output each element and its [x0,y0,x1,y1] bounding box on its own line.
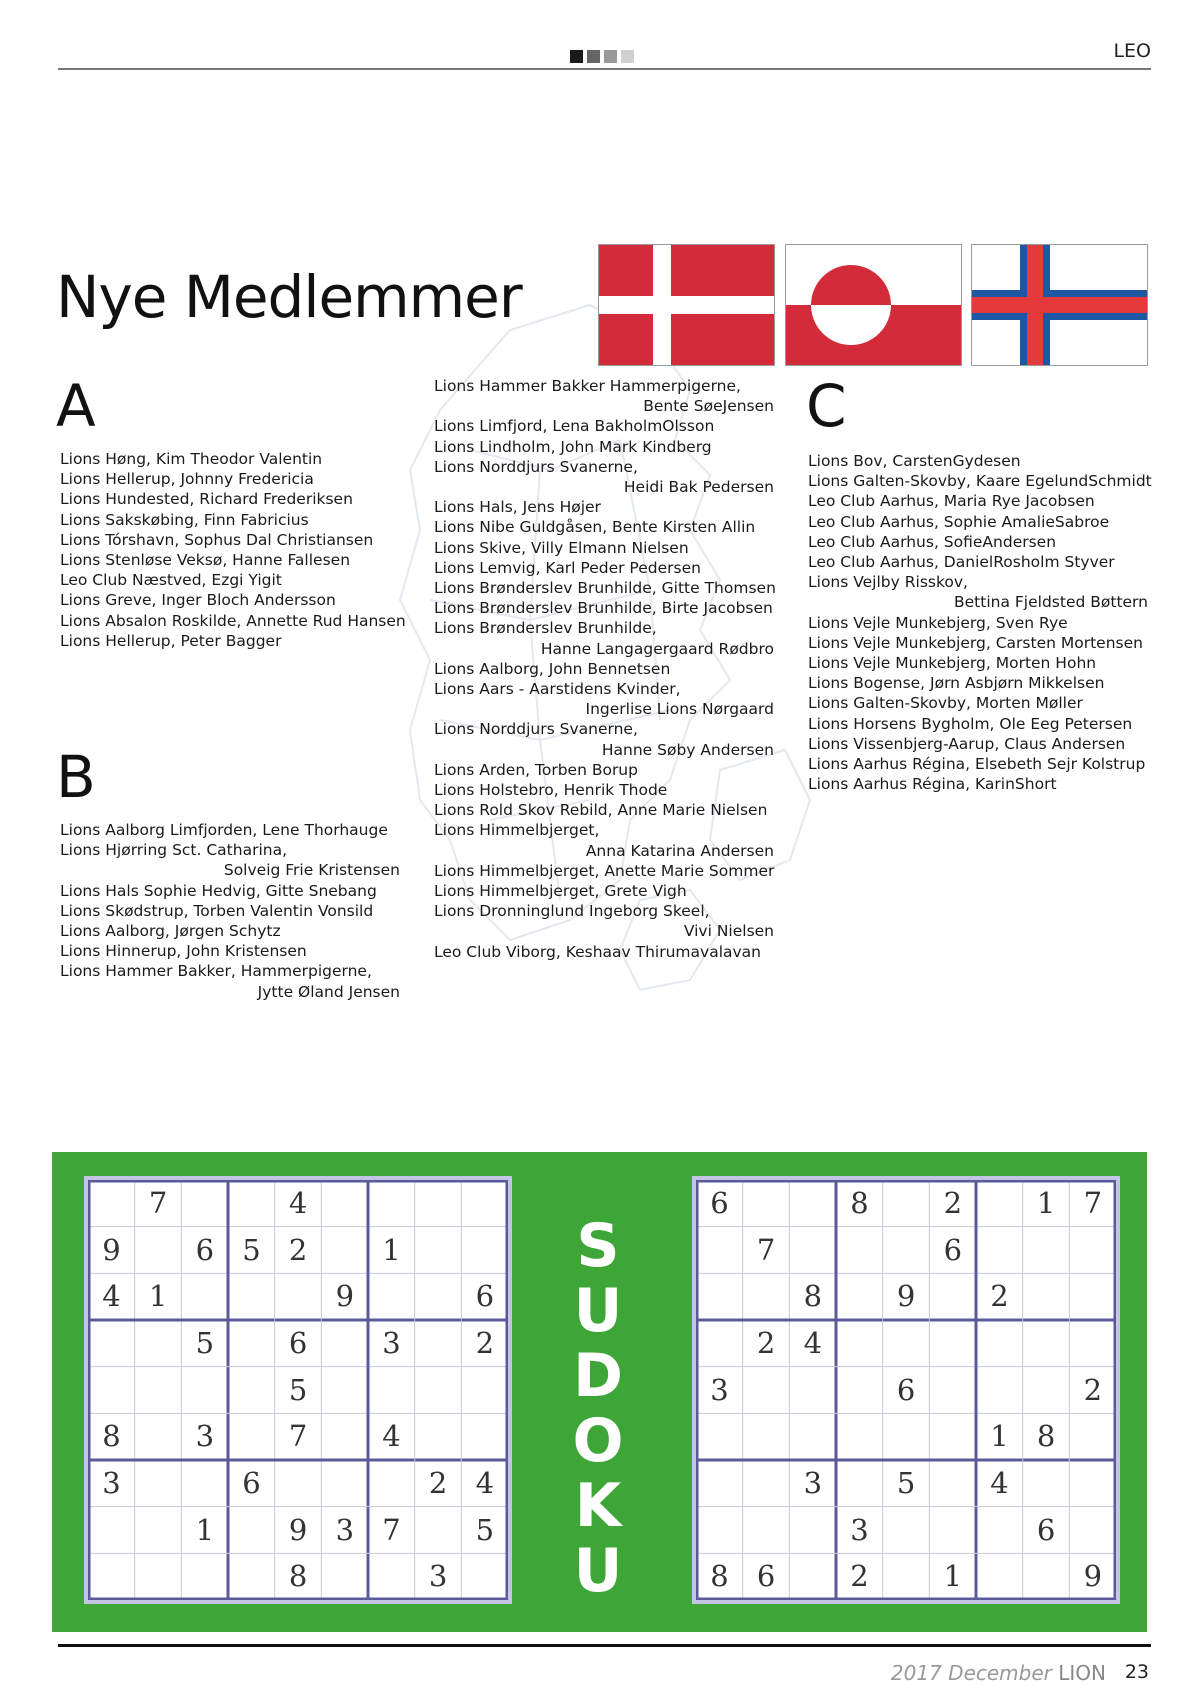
sudoku-empty-cell[interactable] [461,1180,508,1227]
sudoku-given-digit: 6 [896,1372,916,1407]
sudoku-empty-cell[interactable] [135,1227,182,1274]
sudoku-given-digit: 2 [756,1326,776,1360]
sudoku-panel [52,1152,1147,1632]
sudoku-empty-cell[interactable] [321,1367,368,1414]
member-entry: Lions Hundested, Richard Frederiksen [60,490,353,509]
sudoku-given-digit: 4 [990,1466,1009,1500]
sudoku-given-digit: 1 [195,1512,215,1547]
sudoku-given-digit: 4 [475,1466,495,1500]
sudoku-empty-cell[interactable] [368,1367,415,1414]
member-entry: Lions Galten-Skovby, Morten Møller [808,694,1083,713]
member-entry: Lions Hals Sophie Hedvig, Gitte Snebang [60,881,377,900]
sudoku-empty-cell[interactable] [1023,1273,1070,1320]
member-entry: Lions Bogense, Jørn Asbjørn Mikkelsen [808,674,1105,693]
sudoku-empty-cell[interactable] [135,1553,182,1600]
denmark-flag [598,244,775,366]
member-name-continued: Vivi Nielsen [683,922,774,941]
member-entry: Lions Lindholm, John Mark Kindberg [434,437,712,456]
sudoku-given-digit: 3 [195,1419,215,1454]
member-entry: Lions Hinnerup, John Kristensen [60,942,307,961]
footer-rule [58,1644,1151,1647]
sudoku-empty-cell[interactable] [929,1367,976,1414]
sudoku-given-digit: 5 [195,1326,215,1360]
sudoku-empty-cell[interactable] [696,1227,743,1274]
sudoku-given-digit: 8 [850,1186,869,1220]
member-entry: Lions Aarhus Régina, Elsebeth Sejr Kolstrup [808,755,1146,774]
sudoku-empty-cell[interactable] [836,1320,883,1367]
sudoku-empty-cell[interactable] [88,1320,135,1367]
sudoku-empty-cell[interactable] [181,1553,228,1600]
member-entry: Lions Skive, Villy Elmann Nielsen [434,538,689,557]
sudoku-empty-cell[interactable] [836,1413,883,1460]
sudoku-empty-cell[interactable] [88,1367,135,1414]
sudoku-given-digit: 2 [288,1232,308,1267]
member-entry: Lions Vissenbjerg-Aarup, Claus Andersen [808,734,1126,753]
member-entry: Lions Vejle Munkebjerg, Sven Rye [808,613,1068,632]
sudoku-given-digit: 2 [428,1466,448,1500]
sudoku-empty-cell[interactable] [321,1180,368,1227]
member-entry: Lions Nibe Guldgåsen, Bente Kirsten Allin [434,518,756,537]
page-title: Nye Medlemmer [56,263,522,331]
sudoku-empty-cell[interactable] [135,1413,182,1460]
sudoku-given-digit: 1 [990,1419,1009,1454]
member-entry: Lions Limfjord, Lena BakholmOlsson [434,417,715,436]
sudoku-empty-cell[interactable] [1023,1320,1070,1367]
sudoku-empty-cell[interactable] [321,1413,368,1460]
sudoku-given-digit: 8 [288,1559,308,1594]
sudoku-given-digit: 9 [335,1279,355,1314]
sudoku-empty-cell[interactable] [368,1273,415,1320]
sudoku-given-digit: 7 [382,1512,401,1547]
member-entry: Lions Bov, CarstenGydesen [808,452,1021,470]
sudoku-empty-cell[interactable] [415,1367,462,1414]
member-name-continued: Anna Katarina Andersen [585,841,774,860]
sudoku-given-digit: 7 [1083,1186,1103,1220]
member-entry: Lions Aalborg, Jørgen Schytz [60,922,281,941]
sudoku-given-digit: 9 [1083,1559,1103,1594]
sudoku-empty-cell[interactable] [883,1507,930,1554]
member-entry: Lions Hals, Jens Højer [434,498,601,517]
sudoku-empty-cell[interactable] [135,1367,182,1414]
sudoku-given-digit: 7 [756,1232,776,1267]
sudoku-empty-cell[interactable] [789,1507,836,1554]
sudoku-empty-cell[interactable] [883,1180,930,1227]
marker-square [570,50,583,63]
sudoku-empty-cell[interactable] [1023,1460,1070,1507]
member-entry: Lions Greve, Inger Bloch Andersson [60,591,336,610]
member-entry: Leo Club Viborg, Keshaav Thirumavalavan [434,942,761,961]
sudoku-given-digit: 6 [756,1559,776,1594]
sudoku-empty-cell[interactable] [883,1320,930,1367]
member-entry: Lions Brønderslev Brunhilde, Birte Jacobsen [434,599,773,618]
member-entry: Lions Vejle Munkebjerg, Morten Hohn [808,654,1097,673]
sudoku-grid-1[interactable] [84,1176,512,1604]
sudoku-given-digit: 6 [288,1326,308,1360]
sudoku-empty-cell[interactable] [743,1273,790,1320]
sudoku-heading-letter: O [572,1406,624,1476]
sudoku-given-digit: 3 [382,1326,401,1360]
sudoku-given-digit: 4 [382,1419,401,1454]
sudoku-empty-cell[interactable] [929,1320,976,1367]
sudoku-empty-cell[interactable] [368,1553,415,1600]
sudoku-heading [555,1211,641,1606]
sudoku-given-digit: 1 [943,1559,963,1594]
sudoku-empty-cell[interactable] [976,1320,1023,1367]
sudoku-given-digit: 8 [102,1419,121,1454]
sudoku-given-digit: 5 [288,1372,308,1407]
sudoku-given-digit: 2 [943,1186,963,1220]
sudoku-heading-letter: D [573,1341,623,1411]
member-entry: Lions Hellerup, Johnny Fredericia [60,470,314,489]
sudoku-empty-cell[interactable] [321,1460,368,1507]
sudoku-empty-cell[interactable] [135,1320,182,1367]
magazine-issue [891,1661,1106,1685]
section-letter-b: B [56,743,96,811]
sudoku-given-digit: 4 [102,1279,121,1314]
sudoku-given-digit: 7 [148,1186,168,1220]
sudoku-empty-cell[interactable] [228,1553,275,1600]
sudoku-empty-cell[interactable] [415,1273,462,1320]
members-list-b-continued [434,376,774,962]
sudoku-heading-letter: U [573,1536,623,1606]
member-entry: Lions Horsens Bygholm, Ole Eeg Petersen [808,714,1133,733]
sudoku-given-digit: 3 [850,1512,869,1547]
sudoku-empty-cell[interactable] [836,1460,883,1507]
sudoku-empty-cell[interactable] [696,1413,743,1460]
sudoku-empty-cell[interactable] [1069,1320,1116,1367]
member-name-continued: Hanne Langagergaard Rødbro [540,639,774,658]
sudoku-empty-cell[interactable] [1069,1507,1116,1554]
sudoku-grid-2[interactable] [692,1176,1120,1604]
sudoku-empty-cell[interactable] [696,1273,743,1320]
members-list-b [60,820,400,1002]
member-name-continued: Ingerlise Lions Nørgaard [585,700,774,719]
sudoku-empty-cell[interactable] [461,1227,508,1274]
member-entry: Lions Brønderslev Brunhilde, Gitte Thomsen [434,579,776,598]
member-entry: Lions Tórshavn, Sophus Dal Christiansen [60,530,374,549]
member-entry: Lions Galten-Skovby, Kaare EgelundSchmidt [808,472,1152,491]
sudoku-empty-cell[interactable] [929,1273,976,1320]
member-name-continued: Hanne Søby Andersen [601,740,774,759]
sudoku-empty-cell[interactable] [181,1180,228,1227]
sudoku-empty-cell[interactable] [1069,1273,1116,1320]
greenland-flag [785,244,962,366]
sudoku-empty-cell[interactable] [88,1180,135,1227]
member-entry: Lions Aalborg, John Bennetsen [434,659,671,678]
sudoku-empty-cell[interactable] [415,1227,462,1274]
sudoku-given-digit: 9 [102,1232,121,1267]
section-marker-squares [570,50,634,63]
sudoku-given-digit: 8 [803,1279,823,1314]
sudoku-empty-cell[interactable] [1023,1227,1070,1274]
page-number: 23 [1124,1661,1149,1683]
sudoku-empty-cell[interactable] [743,1507,790,1554]
sudoku-heading-letter: K [574,1471,622,1541]
member-entry: Lions Aarhus Régina, KarinShort [808,775,1057,794]
sudoku-empty-cell[interactable] [696,1460,743,1507]
member-entry: Lions Hjørring Sct. Catharina, [60,841,288,860]
member-name-continued: Bente SøeJensen [643,397,774,416]
member-entry: Lions Hammer Bakker Hammerpigerne, [434,377,741,395]
sudoku-empty-cell[interactable] [976,1180,1023,1227]
member-entry: Lions Skødstrup, Torben Valentin Vonsild [60,901,374,920]
sudoku-given-digit: 1 [148,1279,168,1314]
sudoku-empty-cell[interactable] [228,1320,275,1367]
member-entry: Lions Rold Skov Rebild, Anne Marie Nielsen [434,801,768,820]
sudoku-empty-cell[interactable] [789,1413,836,1460]
sudoku-empty-cell[interactable] [461,1553,508,1600]
member-entry: Lions Himmelbjerget, [434,821,600,840]
member-entry: Lions Himmelbjerget, Grete Vigh [434,882,687,901]
sudoku-empty-cell[interactable] [1069,1460,1116,1507]
members-list-a [60,449,406,651]
header-rule [58,68,1151,70]
member-entry: Lions Norddjurs Svanerne, [434,457,638,476]
sudoku-empty-cell[interactable] [1069,1413,1116,1460]
member-entry: Lions Hammer Bakker, Hammerpigerne, [60,962,372,981]
sudoku-empty-cell[interactable] [836,1367,883,1414]
member-entry: Lions Aars - Aarstidens Kvinder, [434,680,681,699]
sudoku-empty-cell[interactable] [275,1273,322,1320]
member-entry: Lions Brønderslev Brunhilde, [434,619,657,638]
member-entry: Lions Vejlby Risskov, [808,573,968,592]
sudoku-empty-cell[interactable] [415,1507,462,1554]
sudoku-given-digit: 9 [288,1512,308,1547]
member-entry: Lions Lemvig, Karl Peder Pedersen [434,558,701,577]
sudoku-given-digit: 5 [475,1512,495,1547]
sudoku-empty-cell[interactable] [789,1553,836,1600]
sudoku-heading-letter: U [573,1276,623,1346]
sudoku-given-digit: 6 [1036,1512,1056,1547]
member-entry: Lions Norddjurs Svanerne, [434,720,638,739]
sudoku-given-digit: 3 [710,1372,729,1407]
sudoku-empty-cell[interactable] [929,1507,976,1554]
sudoku-empty-cell[interactable] [368,1180,415,1227]
sudoku-empty-cell[interactable] [228,1180,275,1227]
sudoku-given-digit: 3 [102,1466,121,1500]
sudoku-empty-cell[interactable] [883,1413,930,1460]
sudoku-given-digit: 5 [896,1466,916,1500]
issue-date: 2017 December [890,1661,1052,1685]
marker-square [604,50,617,63]
sudoku-empty-cell[interactable] [415,1180,462,1227]
sudoku-empty-cell[interactable] [88,1507,135,1554]
sudoku-empty-cell[interactable] [743,1367,790,1414]
member-entry: Lions Sakskøbing, Finn Fabricius [60,510,309,529]
sudoku-given-digit: 2 [475,1326,495,1360]
member-entry: Leo Club Aarhus, SofieAndersen [808,532,1057,551]
sudoku-empty-cell[interactable] [321,1320,368,1367]
sudoku-empty-cell[interactable] [696,1320,743,1367]
sudoku-empty-cell[interactable] [228,1413,275,1460]
sudoku-given-digit: 3 [428,1559,448,1594]
sudoku-empty-cell[interactable] [976,1367,1023,1414]
member-name-continued: Solveig Frie Kristensen [223,861,400,880]
sudoku-given-digit: 2 [1083,1372,1103,1407]
sudoku-empty-cell[interactable] [228,1367,275,1414]
members-list-c [808,451,1152,794]
sudoku-empty-cell[interactable] [976,1553,1023,1600]
member-name-continued: Jytte Øland Jensen [257,982,400,1001]
sudoku-empty-cell[interactable] [321,1227,368,1274]
sudoku-empty-cell[interactable] [743,1180,790,1227]
sudoku-empty-cell[interactable] [743,1460,790,1507]
sudoku-given-digit: 6 [710,1186,729,1220]
section-label: LEO [1113,40,1151,62]
sudoku-empty-cell[interactable] [696,1507,743,1554]
member-entry: Lions Dronninglund Ingeborg Skeel, [434,902,710,921]
sudoku-given-digit: 1 [382,1232,401,1267]
sudoku-given-digit: 7 [288,1419,308,1454]
member-entry: Lions Høng, Kim Theodor Valentin [60,450,323,468]
sudoku-empty-cell[interactable] [883,1553,930,1600]
sudoku-empty-cell[interactable] [415,1413,462,1460]
member-name-continued: Bettina Fjeldsted Bøttern [954,593,1148,612]
sudoku-empty-cell[interactable] [929,1413,976,1460]
member-entry: Leo Club Aarhus, Maria Rye Jacobsen [808,492,1095,511]
sudoku-empty-cell[interactable] [275,1460,322,1507]
marker-square [587,50,600,63]
magazine-brand: LION [1058,1661,1106,1685]
sudoku-empty-cell[interactable] [743,1413,790,1460]
sudoku-given-digit: 9 [896,1279,916,1314]
sudoku-empty-cell[interactable] [368,1460,415,1507]
sudoku-empty-cell[interactable] [181,1273,228,1320]
member-entry: Lions Himmelbjerget, Anette Marie Sommer [434,861,775,880]
sudoku-empty-cell[interactable] [228,1273,275,1320]
sudoku-given-digit: 5 [242,1232,261,1267]
member-entry: Lions Stenløse Veksø, Hanne Fallesen [60,551,351,570]
sudoku-given-digit: 3 [335,1512,355,1547]
sudoku-empty-cell[interactable] [1023,1553,1070,1600]
sudoku-given-digit: 8 [710,1559,729,1594]
sudoku-given-digit: 8 [1036,1419,1056,1454]
sudoku-empty-cell[interactable] [135,1460,182,1507]
sudoku-given-digit: 2 [850,1559,869,1594]
member-entry: Lions Vejle Munkebjerg, Carsten Mortensen [808,633,1143,652]
sudoku-empty-cell[interactable] [321,1553,368,1600]
sudoku-empty-cell[interactable] [976,1507,1023,1554]
sudoku-empty-cell[interactable] [228,1507,275,1554]
member-entry: Leo Club Aarhus, DanielRosholm Styver [808,553,1115,572]
sudoku-given-digit: 4 [288,1186,308,1220]
member-entry: Lions Arden, Torben Borup [434,760,638,779]
sudoku-empty-cell[interactable] [1023,1367,1070,1414]
marker-square [621,50,634,63]
sudoku-empty-cell[interactable] [88,1553,135,1600]
sudoku-empty-cell[interactable] [181,1367,228,1414]
sudoku-empty-cell[interactable] [789,1227,836,1274]
section-letter-a: A [56,372,96,440]
sudoku-empty-cell[interactable] [135,1507,182,1554]
sudoku-given-digit: 6 [943,1232,963,1267]
sudoku-empty-cell[interactable] [461,1367,508,1414]
member-entry: Lions Holstebro, Henrik Thode [434,781,668,800]
sudoku-given-digit: 6 [195,1232,215,1267]
sudoku-empty-cell[interactable] [836,1227,883,1274]
sudoku-given-digit: 4 [803,1326,823,1360]
member-entry: Lions Hellerup, Peter Bagger [60,631,282,650]
sudoku-empty-cell[interactable] [789,1367,836,1414]
sudoku-empty-cell[interactable] [789,1180,836,1227]
faroe-islands-flag [971,244,1148,366]
sudoku-given-digit: 1 [1036,1186,1056,1220]
sudoku-empty-cell[interactable] [415,1320,462,1367]
sudoku-empty-cell[interactable] [1069,1227,1116,1274]
sudoku-empty-cell[interactable] [181,1460,228,1507]
member-entry: Lions Absalon Roskilde, Annette Rud Hansen [60,611,406,630]
sudoku-empty-cell[interactable] [929,1460,976,1507]
section-letter-c: C [806,372,847,440]
sudoku-given-digit: 6 [475,1279,495,1314]
sudoku-empty-cell[interactable] [883,1227,930,1274]
sudoku-heading-letter: S [576,1211,620,1281]
sudoku-empty-cell[interactable] [461,1413,508,1460]
sudoku-empty-cell[interactable] [836,1273,883,1320]
member-name-continued: Heidi Bak Pedersen [623,478,774,497]
member-entry: Lions Aalborg Limfjorden, Lene Thorhauge [60,821,388,839]
sudoku-given-digit: 2 [990,1279,1009,1314]
sudoku-empty-cell[interactable] [976,1227,1023,1274]
sudoku-given-digit: 3 [803,1466,823,1500]
member-entry: Leo Club Næstved, Ezgi Yigit [60,571,282,590]
member-entry: Leo Club Aarhus, Sophie AmalieSabroe [808,512,1110,531]
sudoku-given-digit: 6 [242,1466,261,1500]
